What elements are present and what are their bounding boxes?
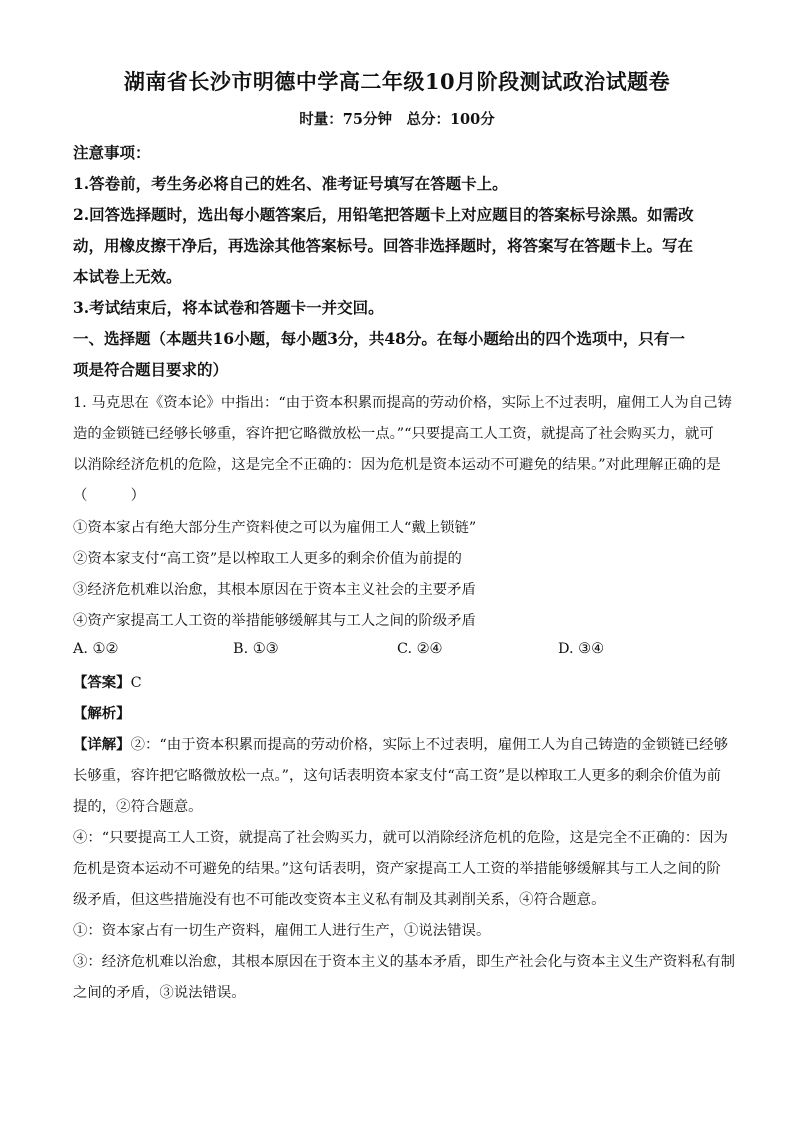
option-d: D. ③④ [558,641,604,657]
question-stem-line-1: 1. 马克思在《资本论》中指出：“由于资本积累而提高的劳动价格，实际上不过表明，雇佣工人为自己铸 [73,395,732,411]
page-title: 湖南省长沙市明德中学高二年级10月阶段测试政治试题卷 [123,69,671,94]
detail-line-3: 提的，②符合题意。 [73,799,203,815]
statement-4: ④资产家提高工人工资的举措能够缓解其与工人之间的阶级矛盾 [73,613,476,629]
answer-tag: 【答案】 [73,674,131,691]
notice-item-3: 3.考试结束后，将本试卷和答题卡一并交回。 [73,298,384,317]
detail-line-4: ④：“只要提高工人工资，就提高了社会购买力，就可以消除经济危机的危险，这是完全不正确的：因为 [73,830,728,846]
statement-2: ②资本家支付“高工资”是以榨取工人更多的剩余价值为前提的 [73,551,462,567]
exam-duration-score: 时量：75分钟 总分：100分 [299,111,495,128]
detail-text-1: ②：“由于资本积累而提高的劳动价格，实际上不过表明，雇佣工人为自己铸造的金锁链已经够 [130,737,728,753]
option-a: A. ①② [73,641,119,657]
detail-tag: 【详解】 [73,736,131,753]
analysis-line [73,702,131,723]
notice-item-2-line-2: 动，用橡皮擦干净后，再选涂其他答案标号。回答非选择题时，将答案写在答题卡上。写在 [73,236,694,255]
section-heading-line-1: 一、选择题（本题共16小题，每小题3分，共48分。在每小题给出的四个选项中，只有一 [73,329,685,348]
notice-heading: 注意事项： [73,143,151,162]
analysis-tag: 【解析】 [73,705,131,722]
detail-line-1 [73,733,728,754]
question-stem-line-4: （ ） [73,488,145,504]
notice-item-1: 1.答卷前，考生务必将自己的姓名、准考证号填写在答题卡上。 [73,174,508,193]
option-b: B. ①③ [233,641,279,657]
question-stem-line-3: 以消除经济危机的危险，这是完全不正确的：因为危机是资本运动不可避免的结果。”对此理解正确的是 [73,457,721,473]
option-c: C. ②④ [397,641,443,657]
detail-line-2: 长够重，容许把它略微放松一点。”，这句话表明资本家支付“高工资”是以榨取工人更多的剩余价值为前 [73,768,722,784]
detail-line-9: 之间的矛盾，③说法错误。 [73,985,246,1001]
answer-line [73,671,142,692]
detail-line-6: 级矛盾，但这些措施没有也不可能改变资本主义私有制及其剥削关系，④符合题意。 [73,892,606,908]
detail-line-7: ①：资本家占有一切生产资料，雇佣工人进行生产，①说法错误。 [73,923,491,939]
statement-3: ③经济危机难以治愈，其根本原因在于资本主义社会的主要矛盾 [73,582,476,598]
notice-item-2-line-1: 2.回答选择题时，选出每小题答案后，用铅笔把答题卡上对应题目的答案标号涂黑。如需改 [73,205,694,224]
answer-value: C [130,675,142,691]
statement-1: ①资本家占有绝大部分生产资料使之可以为雇佣工人“戴上锁链” [73,520,477,536]
detail-line-5: 危机是资本运动不可避免的结果。”这句话表明，资产家提高工人工资的举措能够缓解其与工人之间的阶 [73,861,721,877]
section-heading-line-2: 项是符合题目要求的） [73,360,229,379]
notice-item-2-line-3: 本试卷上无效。 [73,267,182,286]
question-stem-line-2: 造的金锁链已经够长够重，容许把它略微放松一点。”“只要提高工人工资，就提高了社会购买力，就可 [73,426,714,442]
detail-line-8: ③：经济危机难以治愈，其根本原因在于资本主义的基本矛盾，即生产社会化与资本主义生产资料私有制 [73,954,735,970]
